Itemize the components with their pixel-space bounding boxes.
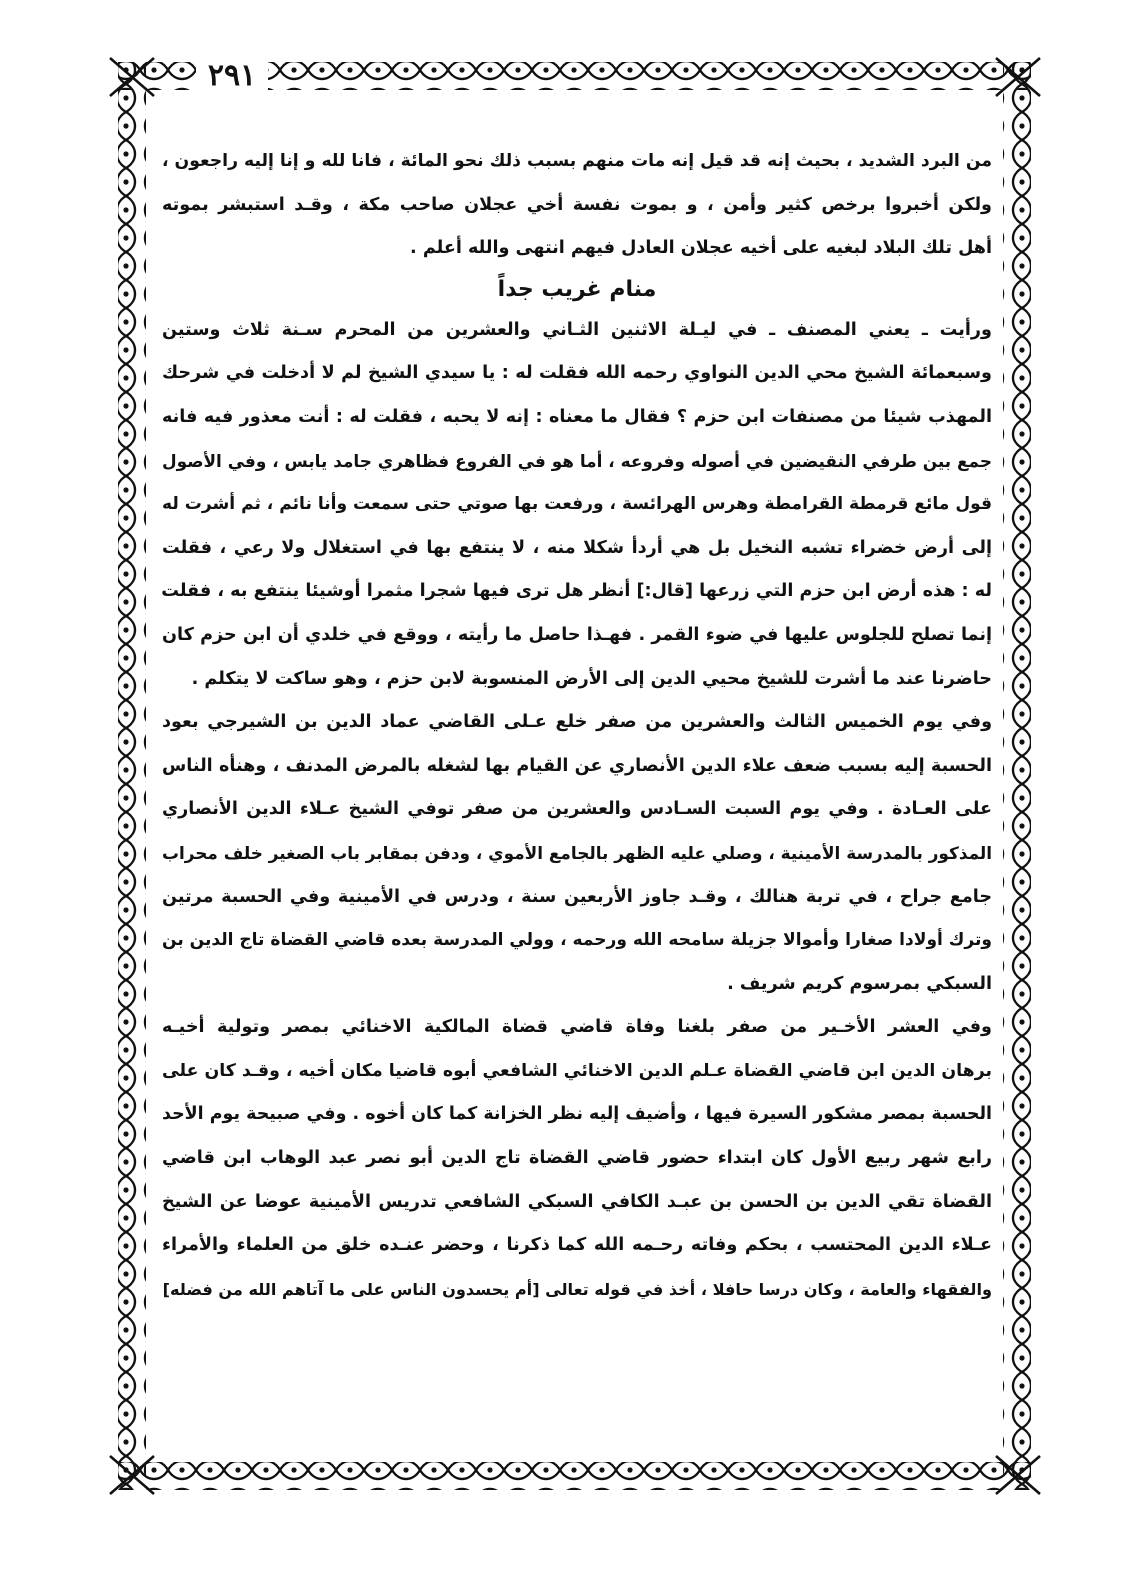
text-line: وسبعمائة الشيخ محي الدين النواوي رحمه الله فقلت له : يا سيدي الشيخ لم لا أدخلت في شرحك <box>162 363 992 384</box>
text-line: وترك أولادا صغارا وأموالا جزيلة سامحه الله ورحمه ، وولي المدرسة بعده قاضي القضاة تاج الدين بن <box>162 930 992 951</box>
text-line: قول مائع قرمطة القرامطة وهرس الهرائسة ، ورفعت بها صوتي حتى سمعت وأنا نائم ، ثم أشرت له <box>162 494 992 515</box>
text-line: من البرد الشديد ، بحيث إنه قد قيل إنه مات منهم بسبب ذلك نحو المائة ، فانا لله و إنا إليه راجعون ، <box>162 151 992 171</box>
text-line: برهان الدين ابن قاضي القضاة عـلم الدين الاخنائي الشافعي أبوه قاضيا مكان أخيه ، وقـد كان على <box>161 1060 992 1081</box>
text-line: على العـادة . وفي يوم السبت السـادس والعشرين من صفر توفي الشيخ عـلاء الدين الأنصاري <box>162 799 992 820</box>
page-number: ٢٩١ <box>196 56 268 96</box>
text-line: الحسبة بمصر مشكور السيرة فيها ، وأضيف إليه نظر الخزانة كما كان أخوه . وفي صبيحة يوم الأحد <box>162 1104 992 1125</box>
text-line: إلى أرض خضراء تشبه النخيل بل هي أردأ شكلا منه ، لا ينتفع بها في استغلال ولا رعي ، فقلت <box>162 537 992 558</box>
text-line: رابع شهر ربيع الأول كان ابتداء حضور قاضي القضاة تاج الدين أبو نصر عبد الوهاب ابن قاضي <box>162 1148 992 1169</box>
section-heading: منام غريب جداً <box>497 276 657 302</box>
text-line: وفي العشر الأخـير من صفر بلغنا وفاة قاضي قضاة المالكية الاخنائي بمصر وتولية أخيـه <box>162 1017 992 1038</box>
text-line: ولكن أخبروا برخص كثير وأمن ، و بموت نفسة أخي عجلان صاحب مكة ، وقـد استبشر بموته <box>162 194 992 215</box>
text-line: إنما تصلح للجلوس عليها في ضوء القمر . فهـذا حاصل ما رأيته ، ووقع في خلدي أن ابن حزم كان <box>162 624 992 645</box>
text-line: له : هذه أرض ابن حزم التي زرعها [قال:] أنظر هل ترى فيها شجرا مثمرا أوشيئا ينتفع به ، فقلت <box>161 581 992 602</box>
text-line: الحسبة إليه بسبب ضعف علاء الدين الأنصاري عن القيام بها لشغله بالمرض المدنف ، وهنأه الناس <box>162 755 992 776</box>
text-line: وفي يوم الخميس الثالث والعشرين من صفر خلع عـلى القاضي عماد الدين بن الشيرجي بعود <box>162 712 992 733</box>
text-line: القضاة تقي الدين بن الحسن بن عبـد الكافي السبكي الشافعي تدريس الأمينية عوضا عن الشيخ <box>162 1191 992 1212</box>
text-line: المذكور بالمدرسة الأمينية ، وصلي عليه الظهر بالجامع الأموي ، ودفن بمقابر باب الصغير خلف محراب <box>162 842 992 863</box>
text-line: السبكي بمرسوم كريم شريف . <box>727 973 992 994</box>
text-line: ورأيت ـ يعني المصنف ـ في ليـلة الاثنين الثـاني والعشرين من المحرم سـنة ثلاث وستين <box>162 319 992 340</box>
text-line: جامع جراح ، في تربة هنالك ، وقـد جاوز الأربعين سنة ، ودرس في الأمينية وفي الحسبة مرتين <box>162 886 992 907</box>
text-line: أهل تلك البلاد لبغيه على أخيه عجلان العادل فيهم انتهى والله أعلم . <box>410 238 992 259</box>
text-line: عـلاء الدين المحتسب ، بحكم وفاته رحـمه الله كما ذكرنا ، وحضر عنـده خلق من العلماء والأمراء <box>162 1235 992 1256</box>
text-line: المهذب شيئا من مصنفات ابن حزم ؟ فقال ما معناه : إنه لا يحبه ، فقلت له : أنت معذور فيه فانه <box>162 406 992 427</box>
text-line: حاضرنا عند ما أشرت للشيخ محيي الدين إلى الأرض المنسوبة لابن حزم ، وهو ساكت لا يتكلم . <box>191 668 992 689</box>
text-line: جمع بين طرفي النقيضين في أصوله وفروعه ، أما هو في الفروع فظاهري جامد يابس ، وفي الأصول <box>162 450 992 471</box>
page-body <box>162 140 992 1311</box>
text-line: والفقهاء والعامة ، وكان درسا حافلا ، أخذ في قوله تعالى [أم يحسدون الناس على ما آتاهم الله من فضله] <box>162 1279 992 1299</box>
